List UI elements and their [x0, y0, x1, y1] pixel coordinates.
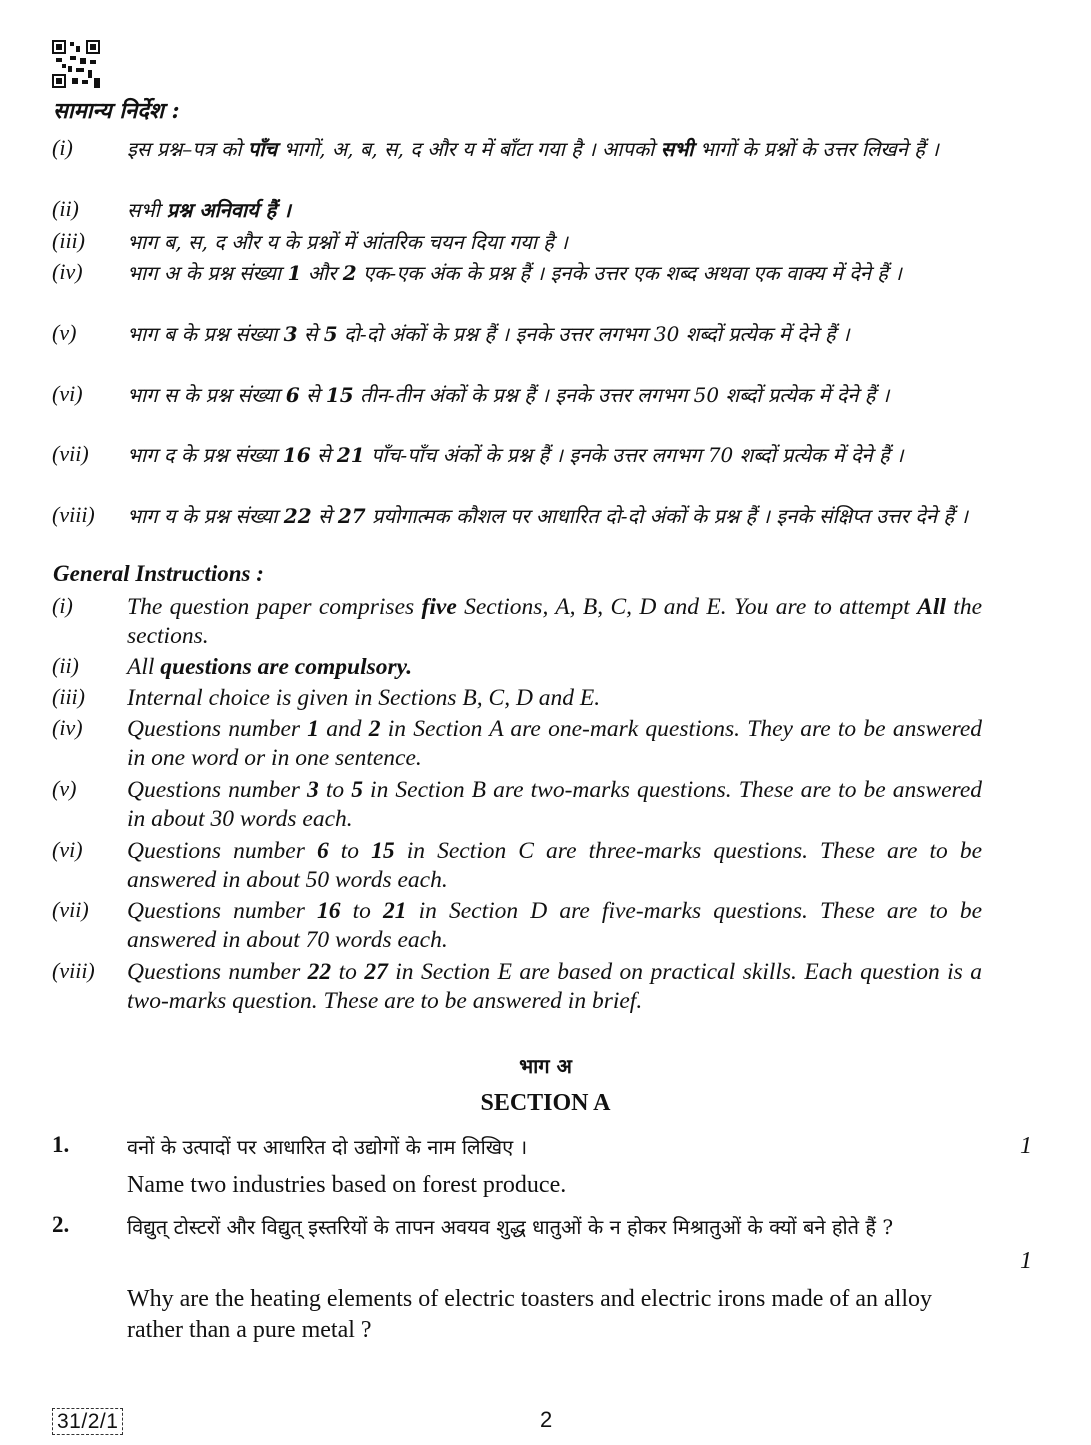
emphasis-text: 2	[342, 261, 357, 285]
instruction-text	[127, 196, 982, 224]
emphasis-text: 16	[282, 443, 311, 467]
instruction-text	[127, 320, 982, 348]
plain-text: और	[301, 261, 343, 285]
general-instructions-english-heading: General Instructions :	[53, 561, 264, 586]
question-text-hindi: विद्युत् टोस्टरों और विद्युत् इस्तरियों के तापन अवयव शुद्ध धातुओं के न होकर मिश्रातुओं के क्यों बने होते हैं ?	[127, 1215, 894, 1239]
plain-text: भागों के प्रश्नों के उत्तर लिखने हैं ।	[693, 137, 939, 161]
question-1-marks: 1	[1020, 1133, 1032, 1159]
question-text-hindi: वनों के उत्पादों पर आधारित दो उद्योगों के नाम लिखिए ।	[127, 1135, 528, 1159]
instruction-number: (ii)	[52, 653, 79, 678]
instruction-number: (v)	[52, 320, 77, 345]
plain-text: The question paper comprises	[127, 594, 422, 620]
instruction-text	[127, 228, 982, 256]
plain-text: in Section B are two-marks questions. These are to be answered in about 30 words each.	[127, 777, 983, 832]
section-title-english: SECTION A	[480, 1090, 611, 1116]
plain-text: Internal choice is given in Sections B, C, D and E.	[127, 685, 601, 711]
emphasis-text: 5	[351, 777, 363, 803]
plain-text: in Section A are one-mark questions. They are to be answered in one word or in one sentence.	[127, 716, 983, 771]
plain-text: to	[318, 777, 352, 803]
emphasis-text: 3	[283, 322, 298, 346]
emphasis-text: 6	[285, 383, 300, 407]
emphasis-text: प्रश्न अनिवार्य हैं ।	[159, 198, 291, 222]
question-number: 1.	[52, 1132, 70, 1157]
plain-text: in Section D are five-marks questions. These are to be answered in about 70 words each.	[127, 898, 983, 953]
plain-text: Questions number	[127, 959, 308, 985]
question-text-english: Name two industries based on forest produce.	[127, 1172, 567, 1198]
plain-text: भाग ब, स, द और य के प्रश्नों में आंतरिक चयन दिया गया है ।	[127, 230, 568, 254]
plain-text: भागों, अ, ब, स, द और य में बाँटा गया है । आपको	[277, 137, 661, 161]
plain-text: Questions number	[127, 838, 317, 864]
plain-text: Questions number	[127, 716, 308, 742]
instruction-number: (vii)	[52, 441, 89, 466]
instruction-text	[127, 441, 982, 469]
emphasis-text: 22	[283, 504, 312, 528]
emphasis-text: 5	[323, 322, 338, 346]
instruction-text	[127, 653, 982, 682]
instruction-text	[127, 897, 982, 955]
plain-text: से	[311, 504, 338, 528]
plain-text: एक-एक अंक के प्रश्न हैं । इनके उत्तर एक शब्द अथवा एक वाक्य में देने हैं ।	[356, 261, 902, 285]
emphasis-text: 15	[371, 838, 395, 864]
page-number: 2	[540, 1407, 553, 1432]
plain-text: Sections, A, B, C, D and E. You are to attempt	[456, 594, 918, 620]
emphasis-text: 1	[287, 261, 302, 285]
emphasis-text: five	[421, 594, 457, 620]
instruction-number: (iii)	[52, 684, 85, 709]
emphasis-text: 16	[317, 898, 341, 924]
instruction-text	[127, 958, 982, 1016]
instruction-number: (i)	[52, 135, 73, 160]
emphasis-text: 27	[337, 504, 366, 528]
instruction-number: (iv)	[52, 715, 83, 740]
plain-text: से	[310, 443, 337, 467]
question-2-marks: 1	[1020, 1248, 1032, 1274]
plain-text: से	[297, 322, 324, 346]
emphasis-text: 3	[306, 777, 319, 803]
plain-text: to	[331, 959, 365, 985]
plain-text: भाग ब के प्रश्न संख्या	[127, 322, 284, 346]
instruction-number: (viii)	[52, 958, 95, 983]
plain-text: the sections.	[127, 594, 982, 649]
paper-code: 31/2/1	[52, 1408, 123, 1435]
plain-text: भाग द के प्रश्न संख्या	[127, 443, 283, 467]
question-number: 2.	[52, 1212, 70, 1237]
plain-text: भाग अ के प्रश्न संख्या	[127, 261, 288, 285]
instruction-number: (iv)	[52, 259, 83, 284]
plain-text: and	[319, 716, 369, 742]
emphasis-text: 6	[316, 838, 329, 864]
plain-text: से	[299, 383, 326, 407]
plain-text: to	[340, 898, 384, 924]
plain-text: in Section E are based on practical skills. Each question is a two-marks question. These are to be answered in brief.	[127, 959, 983, 1014]
instruction-text	[127, 593, 982, 651]
plain-text: Questions number	[127, 898, 318, 924]
section-title-hindi: भाग अ	[519, 1054, 572, 1078]
instruction-text	[127, 684, 982, 713]
emphasis-text: 21	[336, 443, 365, 467]
emphasis-text: 22	[307, 959, 332, 985]
emphasis-text: सभी	[660, 137, 694, 161]
plain-text: in Section C are three-marks questions. These are to be answered in about 50 words each.	[127, 838, 983, 893]
plain-text: All	[127, 654, 155, 680]
question-text-english: Why are the heating elements of electric toasters and electric irons made of an alloy rather than a pure metal ?	[127, 1286, 932, 1343]
plain-text: भाग स के प्रश्न संख्या	[127, 383, 286, 407]
instruction-number: (vi)	[52, 381, 83, 406]
instruction-number: (iii)	[52, 228, 85, 253]
plain-text: तीन-तीन अंकों के प्रश्न हैं । इनके उत्तर लगभग 50 शब्दों प्रत्येक में देने हैं ।	[353, 383, 890, 407]
instruction-text	[127, 135, 982, 163]
instruction-text	[127, 776, 982, 834]
instruction-number: (viii)	[52, 502, 95, 527]
plain-text: Questions number	[127, 777, 307, 803]
plain-text: सभी	[127, 198, 160, 222]
plain-text: भाग य के प्रश्न संख्या	[127, 504, 284, 528]
instruction-text	[127, 259, 982, 287]
plain-text: प्रयोगात्मक कौशल पर आधारित दो-दो अंकों के प्रश्न हैं । इनके संक्षिप्त उत्तर देने हैं ।	[365, 504, 968, 528]
instruction-number: (i)	[52, 593, 73, 618]
instruction-text	[127, 381, 982, 409]
emphasis-text: questions are compulsory.	[154, 654, 413, 680]
instruction-number: (vi)	[52, 837, 83, 862]
emphasis-text: All	[917, 594, 946, 620]
emphasis-text: 15	[325, 383, 354, 407]
instruction-number: (ii)	[52, 196, 79, 221]
general-instructions-hindi-heading: सामान्य निर्देश :	[53, 98, 180, 124]
instruction-number: (vii)	[52, 897, 89, 922]
emphasis-text: 1	[307, 716, 320, 742]
emphasis-text: 21	[383, 898, 407, 924]
instruction-text	[127, 837, 982, 895]
instruction-text	[127, 502, 982, 530]
plain-text: to	[328, 838, 372, 864]
plain-text: दो-दो अंकों के प्रश्न हैं । इनके उत्तर लगभग 30 शब्दों प्रत्येक में देने हैं ।	[337, 322, 850, 346]
emphasis-text: 2	[368, 716, 381, 742]
qr-code-icon	[52, 40, 100, 88]
instruction-number: (v)	[52, 776, 77, 801]
emphasis-text: 27	[364, 959, 388, 985]
emphasis-text: पाँच	[247, 137, 278, 161]
plain-text: इस प्रश्न–पत्र को	[127, 137, 248, 161]
plain-text: पाँच-पाँच अंकों के प्रश्न हैं । इनके उत्तर लगभग 70 शब्दों प्रत्येक में देने हैं ।	[364, 443, 904, 467]
instruction-text	[127, 715, 982, 773]
